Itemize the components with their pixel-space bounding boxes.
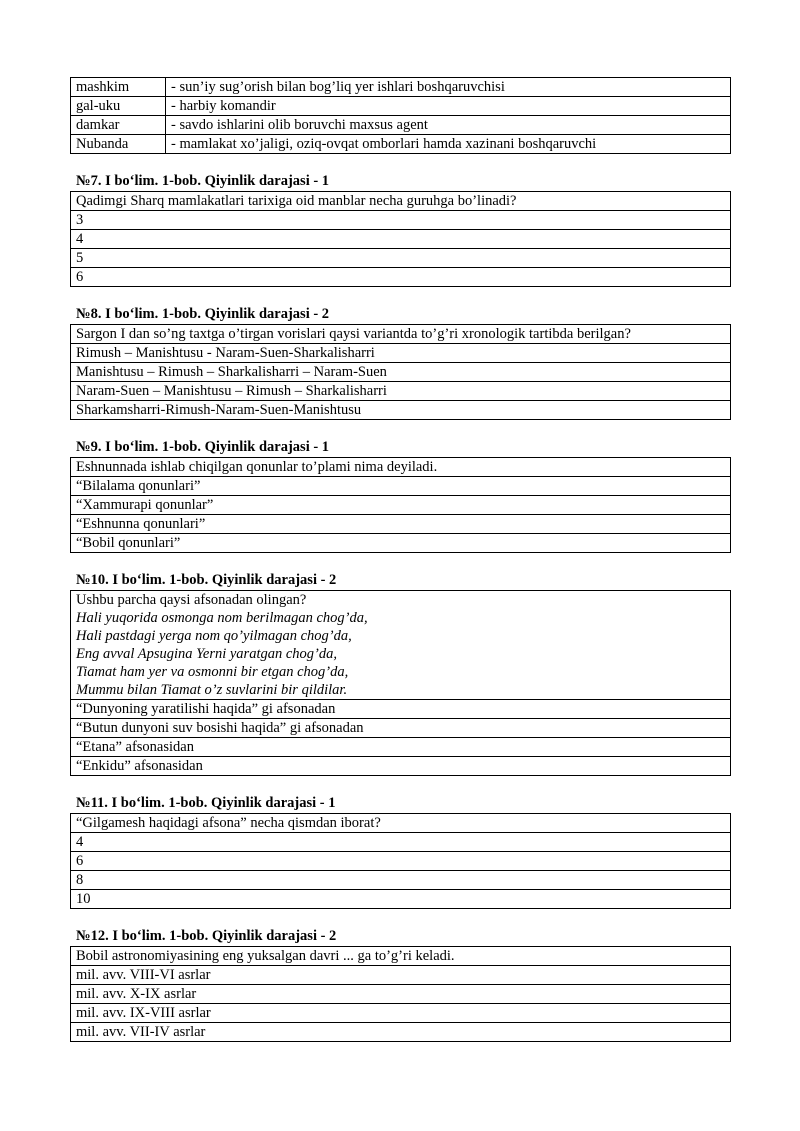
- question-text: “Gilgamesh haqidagi afsona” necha qismdan iborat?: [71, 814, 731, 833]
- answer-option: 5: [71, 249, 731, 268]
- glossary-term: mashkim: [71, 78, 166, 97]
- question-text: Ushbu parcha qaysi afsonadan olingan?: [76, 592, 307, 608]
- glossary-row: [71, 116, 731, 135]
- question-heading: №8. I bo‘lim. 1-bob. Qiyinlik darajasi - 2: [76, 306, 330, 322]
- glossary-definition: - mamlakat xo’jaligi, oziq-ovqat omborlari hamda xazinani boshqaruvchi: [166, 135, 731, 154]
- glossary-definition: - harbiy komandir: [166, 97, 731, 116]
- answer-option: 4: [71, 833, 731, 852]
- answer-option: “Butun dunyoni suv bosishi haqida” gi afsonadan: [71, 719, 731, 738]
- glossary-definition: - savdo ishlarini olib boruvchi maxsus agent: [166, 116, 731, 135]
- answer-option: mil. avv. VII-IV asrlar: [71, 1023, 731, 1042]
- glossary-term: gal-uku: [71, 97, 166, 116]
- glossary-table: [70, 77, 731, 154]
- question-text-with-excerpt: [71, 591, 731, 700]
- question-text: Eshnunnada ishlab chiqilgan qonunlar to’plami nima deyiladi.: [71, 458, 731, 477]
- question-table: [70, 590, 731, 776]
- answer-option: “Eshnunna qonunlari”: [71, 515, 731, 534]
- question-text: Bobil astronomiyasining eng yuksalgan davri ... ga to’g’ri keladi.: [71, 947, 731, 966]
- question-heading: №7. I bo‘lim. 1-bob. Qiyinlik darajasi - 1: [76, 173, 330, 189]
- answer-option: “Bobil qonunlari”: [71, 534, 731, 553]
- answer-option: 6: [71, 268, 731, 287]
- poem-line: Eng avval Apsugina Yerni yaratgan chog’da,: [76, 646, 337, 662]
- poem-line: Mummu bilan Tiamat o’z suvlarini bir qildilar.: [76, 682, 348, 698]
- question-heading: №11. I bo‘lim. 1-bob. Qiyinlik darajasi - 1: [76, 795, 336, 811]
- answer-option: 8: [71, 871, 731, 890]
- glossary-term: Nubanda: [71, 135, 166, 154]
- answer-option: “Etana” afsonasidan: [71, 738, 731, 757]
- answer-option: 10: [71, 890, 731, 909]
- answer-option: “Dunyoning yaratilishi haqida” gi afsonadan: [71, 700, 731, 719]
- answer-option: “Xammurapi qonunlar”: [71, 496, 731, 515]
- question-text: Sargon I dan so’ng taxtga o’tirgan vorislari qaysi variantda to’g’ri xronologik tartibda berilgan?: [71, 325, 731, 344]
- question-heading: №9. I bo‘lim. 1-bob. Qiyinlik darajasi - 1: [76, 439, 330, 455]
- question-heading: №10. I bo‘lim. 1-bob. Qiyinlik darajasi - 2: [76, 572, 337, 588]
- question-table: [70, 813, 731, 909]
- glossary-row: [71, 78, 731, 97]
- answer-option: mil. avv. X-IX asrlar: [71, 985, 731, 1004]
- answer-option: Sharkamsharri-Rimush-Naram-Suen-Manishtusu: [71, 401, 731, 420]
- document-page: [70, 77, 731, 1042]
- answer-option: mil. avv. VIII-VI asrlar: [71, 966, 731, 985]
- glossary-row: [71, 135, 731, 154]
- question-text: Qadimgi Sharq mamlakatlari tarixiga oid manblar necha guruhga bo’linadi?: [71, 192, 731, 211]
- answer-option: 3: [71, 211, 731, 230]
- answer-option: Manishtusu – Rimush – Sharkalisharri – Naram-Suen: [71, 363, 731, 382]
- question-table: [70, 191, 731, 287]
- poem-line: Hali pastdagi yerga nom qo’yilmagan chog’da,: [76, 628, 352, 644]
- question-table: [70, 457, 731, 553]
- glossary-definition: - sun’iy sug’orish bilan bog’liq yer ishlari boshqaruvchisi: [166, 78, 731, 97]
- poem-line: Tiamat ham yer va osmonni bir etgan chog’da,: [76, 664, 349, 680]
- glossary-term: damkar: [71, 116, 166, 135]
- question-table: [70, 324, 731, 420]
- question-table: [70, 946, 731, 1042]
- answer-option: Naram-Suen – Manishtusu – Rimush – Sharkalisharri: [71, 382, 731, 401]
- answer-option: 6: [71, 852, 731, 871]
- answer-option: Rimush – Manishtusu - Naram-Suen-Sharkalisharri: [71, 344, 731, 363]
- answer-option: mil. avv. IX-VIII asrlar: [71, 1004, 731, 1023]
- glossary-row: [71, 97, 731, 116]
- answer-option: “Bilalama qonunlari”: [71, 477, 731, 496]
- poem-line: Hali yuqorida osmonga nom berilmagan chog’da,: [76, 610, 368, 626]
- question-heading: №12. I bo‘lim. 1-bob. Qiyinlik darajasi - 2: [76, 928, 337, 944]
- answer-option: 4: [71, 230, 731, 249]
- answer-option: “Enkidu” afsonasidan: [71, 757, 731, 776]
